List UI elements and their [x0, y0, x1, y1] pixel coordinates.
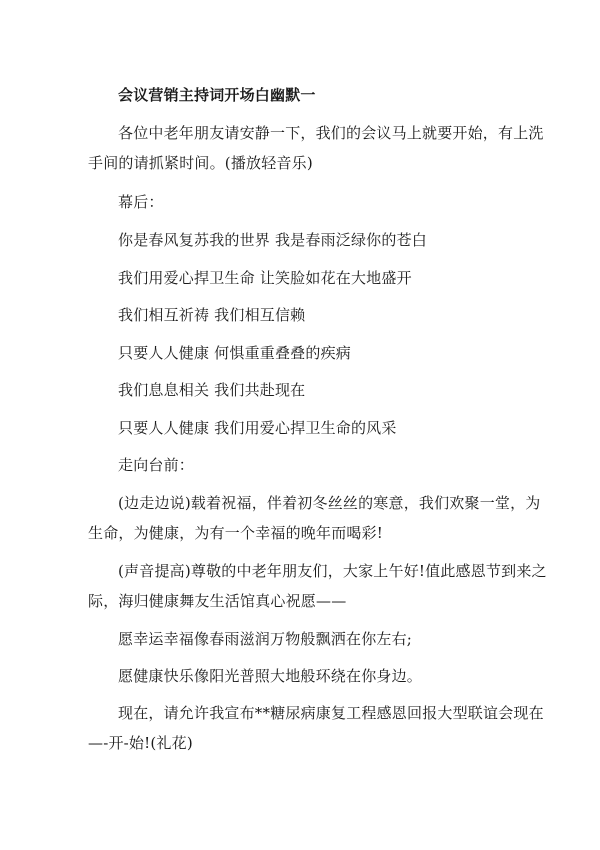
- paragraph-line: 走向台前：: [118, 456, 195, 474]
- paragraph-line: 手间的请抓紧时间。(播放轻音乐): [88, 154, 313, 172]
- paragraph-line: (声音提高)尊敬的中老年朋友们，大家上午好!值此感恩节到来之: [118, 562, 547, 580]
- paragraph-line: 只要人人健康 何惧重重叠叠的疾病: [118, 344, 351, 362]
- paragraph-line: 我们用爱心捍卫生命 让笑脸如花在大地盛开: [118, 269, 412, 287]
- paragraph-line: 生命，为健康，为有一个幸福的晚年而喝彩!: [88, 524, 384, 542]
- paragraph-line: 愿幸运幸福像春雨滋润万物般飘洒在你左右;: [118, 630, 413, 648]
- paragraph-line: 我们息息相关 我们共赴现在: [118, 381, 306, 399]
- paragraph-line: 际，海归健康舞友生活馆真心祝愿——: [88, 592, 347, 610]
- paragraph-line: —-开-始!(礼花): [88, 734, 193, 752]
- paragraph-line: 你是春风复苏我的世界 我是春雨泛绿你的苍白: [118, 231, 427, 249]
- paragraph-line: 各位中老年朋友请安静一下，我们的会议马上就要开始，有上洗: [118, 124, 544, 142]
- paragraph-line: 只要人人健康 我们用爱心捍卫生命的风采: [118, 419, 397, 437]
- paragraph-line: 我们相互祈祷 我们相互信赖: [118, 306, 306, 324]
- paragraph-line: 幕后：: [118, 193, 164, 211]
- paragraph-line: (边走边说)载着祝福，伴着初冬丝丝的寒意，我们欢聚一堂，为: [118, 494, 541, 512]
- document-title: 会议营销主持词开场白幽默一: [118, 86, 316, 104]
- paragraph-line: 愿健康快乐像阳光普照大地般环绕在你身边。: [118, 667, 423, 685]
- paragraph-line: 现在，请允许我宣布**糖尿病康复工程感恩回报大型联谊会现在: [118, 704, 544, 722]
